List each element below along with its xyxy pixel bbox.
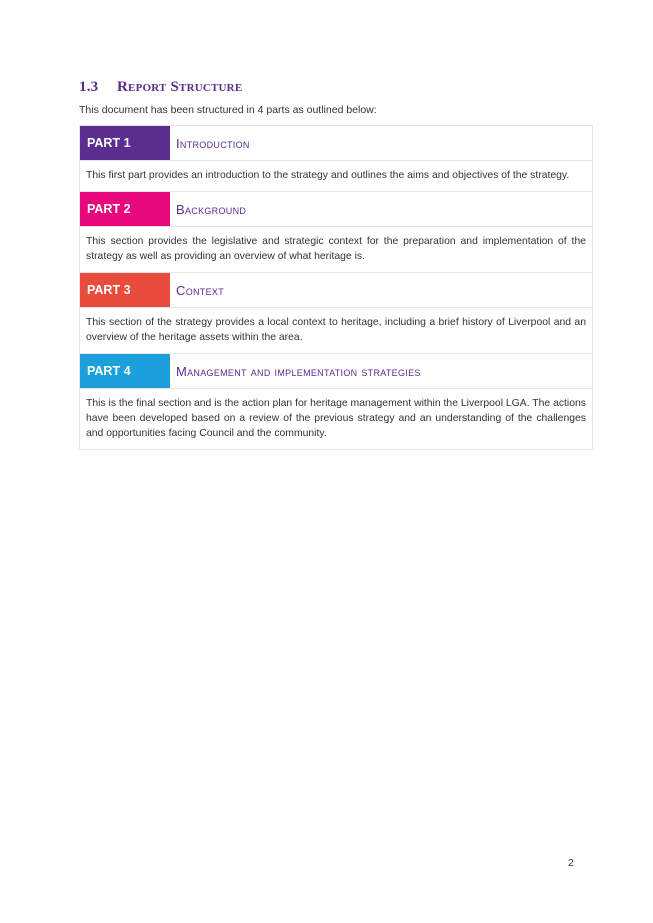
parts-table	[79, 125, 593, 450]
part-3-label: PART 3	[80, 273, 170, 307]
part-2-header-row	[79, 192, 593, 226]
section-heading	[79, 79, 242, 96]
part-1-description: This first part provides an introduction to the strategy and outlines the aims and objectives of the strategy.	[79, 160, 593, 192]
part-1-label: PART 1	[80, 126, 170, 160]
part-3-title: Context	[176, 282, 224, 298]
intro-paragraph: This document has been structured in 4 parts as outlined below:	[79, 104, 377, 116]
part-1-title: Introduction	[176, 135, 250, 151]
section-title: Report Structure	[117, 79, 243, 95]
part-3-header-row	[79, 273, 593, 307]
part-3-description: This section of the strategy provides a local context to heritage, including a brief history of Liverpool and an overview of the heritage assets within the area.	[79, 307, 593, 354]
part-2-label: PART 2	[80, 192, 170, 226]
part-4-description: This is the final section and is the action plan for heritage management within the Liverpool LGA. The actions have been developed based on a review of the previous strategy and an understanding of the challenges and opportunities facing Council and the community.	[79, 388, 593, 450]
part-2-title: Background	[176, 201, 247, 217]
page-number: 2	[568, 857, 574, 869]
part-2-description: This section provides the legislative and strategic context for the preparation and implementation of the strategy as well as providing an overview of what heritage is.	[79, 226, 593, 273]
part-4-header-row	[79, 354, 593, 388]
part-4-title: Management and implementation strategies	[176, 363, 421, 379]
part-4-label: PART 4	[80, 354, 170, 388]
part-1-header-row	[79, 126, 593, 160]
section-number: 1.3	[79, 79, 99, 95]
